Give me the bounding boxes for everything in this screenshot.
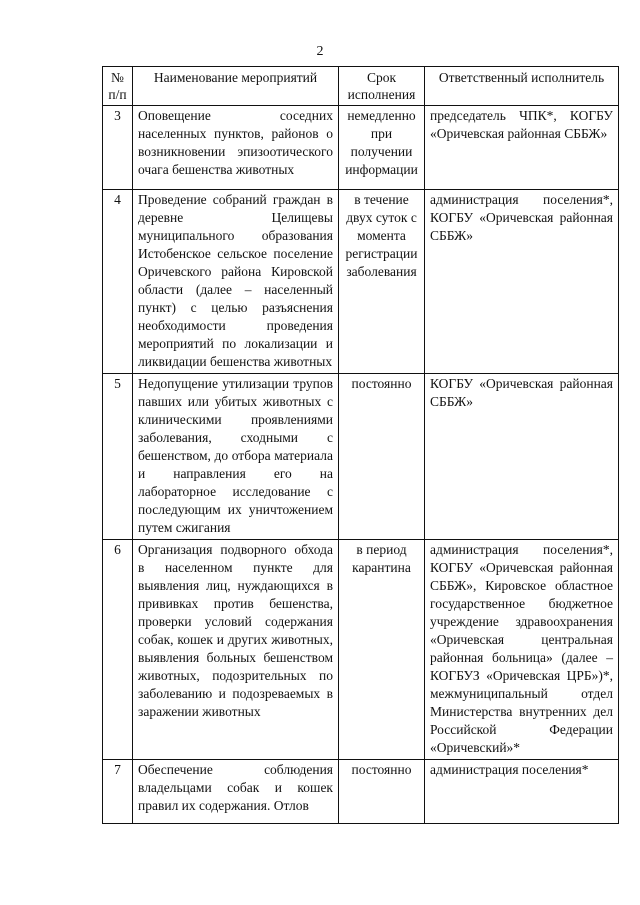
measure-term: постоянно — [339, 760, 425, 824]
table-row — [103, 540, 619, 760]
measure-name: Организация подворного обхода в населенном пункте для выявления лиц, нуждающихся в прививках против бешенства, проверки условий содержания собак, кошек и других животных, выявления больных бешенством животных, подозрительных по заболеванию и подозреваемых в заражении животных — [133, 540, 339, 760]
row-number: 5 — [103, 374, 133, 540]
table-row — [103, 760, 619, 824]
header-num: № п/п — [103, 67, 133, 106]
measure-name: Оповещение соседних населенных пунктов, районов о возникновении эпизоотического очага бешенства животных — [133, 106, 339, 190]
table-header-row — [103, 67, 619, 106]
row-number: 4 — [103, 190, 133, 374]
measure-term: постоянно — [339, 374, 425, 540]
row-number: 6 — [103, 540, 133, 760]
measure-responsible: КОГБУ «Оричевская районная СББЖ» — [425, 374, 619, 540]
measure-term: в период карантина — [339, 540, 425, 760]
table-row — [103, 374, 619, 540]
measure-responsible: администрация поселения* — [425, 760, 619, 824]
measure-name: Проведение собраний граждан в деревне Целищевы муниципального образования Истобенское сельское поселение Оричевского района Кировской области (далее – населенный пункт) с целью разъяснения необходимости проведения мероприятий по локализации и ликвидации бешенства животных — [133, 190, 339, 374]
measure-name: Обеспечение соблюдения владельцами собак и кошек правил их содержания. Отлов — [133, 760, 339, 824]
row-number: 7 — [103, 760, 133, 824]
measure-responsible: администрация поселения*, КОГБУ «Оричевская районная СББЖ» — [425, 190, 619, 374]
table-row — [103, 106, 619, 190]
table-row — [103, 190, 619, 374]
header-responsible: Ответственный исполнитель — [425, 67, 619, 106]
page-number: 2 — [316, 44, 324, 59]
measure-term: в течение двух суток с момента регистрации заболевания — [339, 190, 425, 374]
measure-responsible: председатель ЧПК*, КОГБУ «Оричевская районная СББЖ» — [425, 106, 619, 190]
measure-name: Недопущение утилизации трупов павших или убитых животных с клиническими проявлениями заболевания, сходными с бешенством, до отбора материала и направления его на лабораторное исследование с последующим их уничтожением путем сжигания — [133, 374, 339, 540]
header-term: Срок исполнения — [339, 67, 425, 106]
measure-responsible: администрация поселения*, КОГБУ «Оричевская районная СББЖ», Кировское областное государственное бюджетное учреждение здравоохранения «Оричевская центральная районная больница» (далее – КОГБУЗ «Оричевская ЦРБ»)*, межмуниципальный отдел Министерства внутренних дел Российской Федерации «Оричевский»* — [425, 540, 619, 760]
header-name: Наименование мероприятий — [133, 67, 339, 106]
row-number: 3 — [103, 106, 133, 190]
measure-term: немедленно при получении информации — [339, 106, 425, 190]
measures-table — [102, 66, 619, 824]
